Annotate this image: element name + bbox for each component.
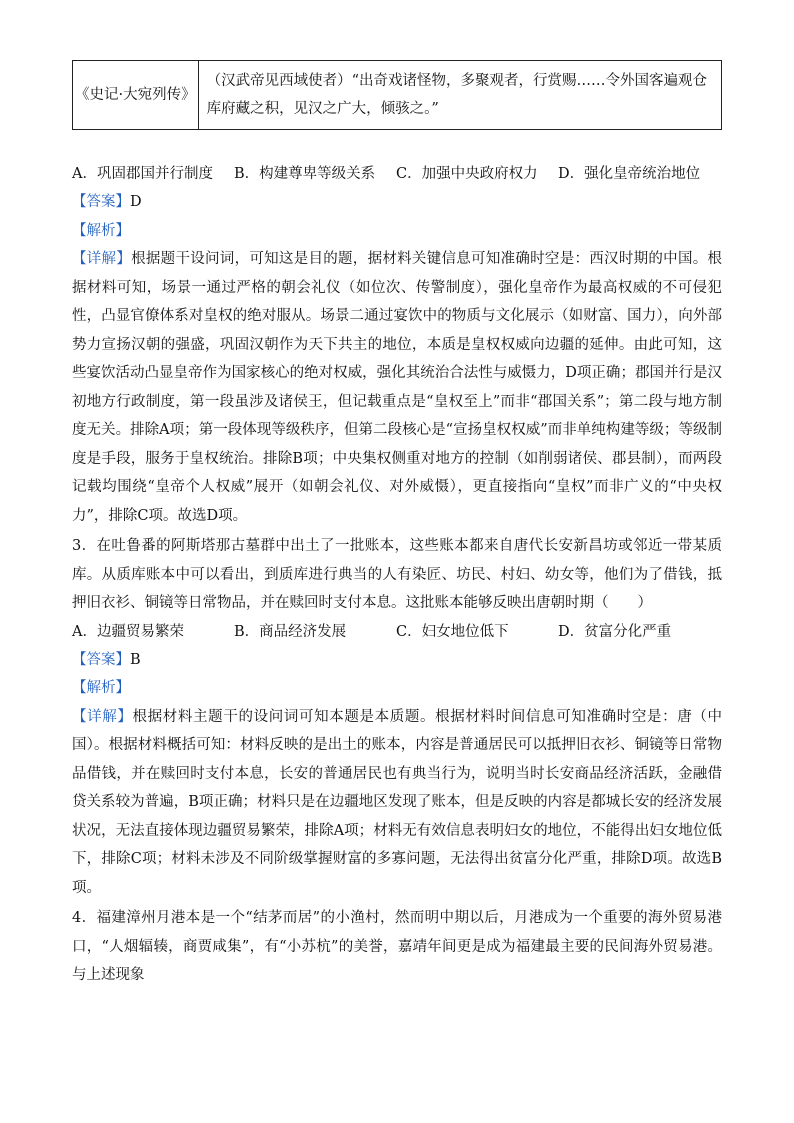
- q2-option-a[interactable]: A．巩固郡国并行制度: [72, 166, 213, 182]
- page: [72, 60, 722, 990]
- q3-option-d[interactable]: D．贫富分化严重: [558, 623, 672, 640]
- q2-option-b[interactable]: B．构建尊卑等级关系: [234, 166, 376, 182]
- analysis-tag: 【解析】: [72, 222, 130, 239]
- q2-analysis: [72, 217, 722, 246]
- detail-text: 根据材料主题干的设问词可知本题是本质题。根据材料时间信息可知准确时空是：唐（中国）。根据材料概括可知：材料反映的是出土的账本，内容是普通居民可以抵押旧衣衫、铜镜等日常物品借钱，并在赎回时支付本息，长安的普通居民也有典当行为，说明当时长安商品经济活跃，金融借贷关系较为普遍，B项正确；材料只是在边疆地区发现了账本，但是反映的内容是都城长安的经济发展状况，无法直接体现边疆贸易繁荣，排除A项；材料无有效信息表明妇女的地位，不能得出妇女地位低下，排除C项；材料未涉及不同阶级掌握财富的多寡问题，无法得出贫富分化严重，排除D项。故选B项。: [72, 708, 723, 896]
- answer-value: B: [130, 651, 141, 668]
- detail-tag: 【详解】: [72, 708, 133, 725]
- q3-question: 3．在吐鲁番的阿斯塔那古墓群中出土了一批账本，这些账本都来自唐代长安新昌坊或邻近一带某质库。从质库账本中可以看出，到质库进行典当的人有染匠、坊民、村妇、幼女等，他们为了借钱，抵押旧衣衫、铜镜等日常物品，并在赎回时支付本息。这批账本能够反映出唐朝时期（ ）: [72, 538, 722, 611]
- q2-answer: [72, 188, 722, 217]
- answer-value: D: [130, 194, 142, 210]
- q4-question: 4．福建漳州月港本是一个“结茅而居”的小渔村，然而明中期以后，月港成为一个重要的海外贸易港口，“人烟辐辏，商贾咸集”，有“小苏杭”的美誉，嘉靖年间更是成为福建最主要的民间海外贸易港。与上述现象: [72, 910, 722, 983]
- source-content-cell: （汉武帝见西域使者）“出奇戏诸怪物，多聚观者，行赏赐……令外国客遍观仓库府藏之积，见汉之广大，倾骇之。”: [198, 61, 721, 130]
- q3-option-b[interactable]: B．商品经济发展: [234, 623, 347, 640]
- q2-option-c[interactable]: C．加强中央政府权力: [396, 166, 538, 182]
- table-row: [73, 61, 722, 130]
- q3-detail: [72, 703, 722, 903]
- q2-options: [72, 160, 722, 188]
- answer-tag: 【答案】: [72, 194, 130, 210]
- answer-tag: 【答案】: [72, 651, 130, 668]
- q3-option-a[interactable]: A．边疆贸易繁荣: [72, 623, 184, 640]
- source-name-cell: 《史记·大宛列传》: [73, 61, 199, 130]
- q2-detail: [72, 245, 722, 530]
- q3-answer: [72, 646, 722, 675]
- analysis-tag: 【解析】: [72, 680, 130, 696]
- source-table: [72, 60, 722, 130]
- detail-text: 根据题干设问词，可知这是目的题，据材料关键信息可知准确时空是：西汉时期的中国。根据材料可知，场景一通过严格的朝会礼仪（如位次、传警制度），强化皇帝作为最高权威的不可侵犯性，凸显官僚体系对皇权的绝对服从。场景二通过宴饮中的物质与文化展示（如财富、国力），向外部势力宣扬汉朝的强盛，巩固汉朝作为天下共主的地位，本质是皇权权威向边疆的延伸。由此可知，这些宴饮活动凸显皇帝作为国家核心的绝对权威，强化其统治合法性与威慑力，D项正确；郡国并行是汉初地方行政制度，第一段虽涉及诸侯王，但记载重点是“皇权至上”而非“郡国关系”；第二段与地方制度无关。排除A项；第一段体现等级秩序，但第二段核心是“宣扬皇权权威”而非单纯构建等级；等级制度是手段，服务于皇权统治。排除B项；中央集权侧重对地方的控制（如削弱诸侯、郡县制），而两段记载均围绕“皇帝个人权威”展开（如朝会礼仪、对外威慑），更直接指向“皇权”而非广义的“中央权力”，排除C项。故选D项。: [72, 251, 723, 524]
- q3-analysis: [72, 674, 722, 703]
- q2-option-d[interactable]: D．强化皇帝统治地位: [558, 166, 701, 182]
- detail-tag: 【详解】: [72, 251, 132, 267]
- q3-options: [72, 618, 722, 646]
- q3-option-c[interactable]: C．妇女地位低下: [396, 623, 509, 640]
